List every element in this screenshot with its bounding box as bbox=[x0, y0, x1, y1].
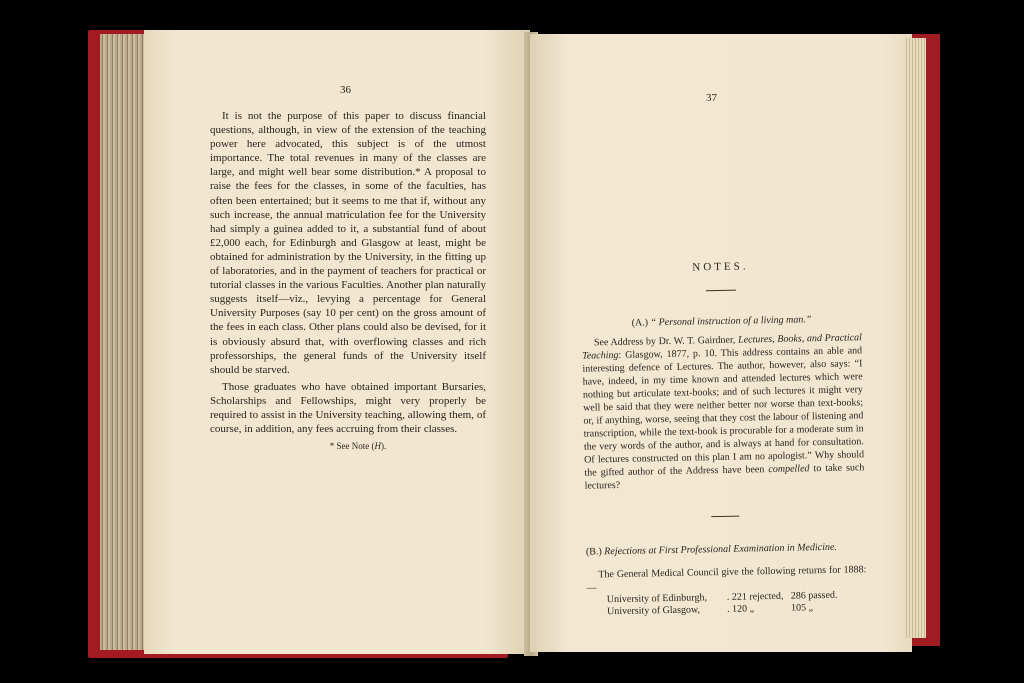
returns-table bbox=[607, 589, 867, 618]
passed-cell: 105 „ bbox=[790, 602, 814, 614]
note-text: See Address by Dr. W. T. Gairdner, bbox=[593, 334, 739, 349]
left-page-body bbox=[210, 109, 486, 436]
footnote-ref: H bbox=[374, 441, 381, 451]
footnote bbox=[210, 441, 486, 451]
page-number: 36 bbox=[340, 84, 351, 96]
open-book bbox=[88, 24, 940, 664]
paragraph: Those graduates who have obtained important Bursaries, Scholarships and Fellowships, might very properly be required to assist in the University teaching, allowing them, of course, in addition, any fees accruing from their classes. bbox=[210, 380, 486, 436]
page-edges-left bbox=[100, 34, 150, 650]
page-edges-right bbox=[904, 38, 926, 638]
book-title: Lectures, Books, and Practical Teaching bbox=[582, 332, 862, 362]
page-number: 37 bbox=[706, 92, 717, 104]
divider-rule bbox=[706, 290, 736, 292]
left-page bbox=[144, 30, 530, 654]
passed-cell: 286 passed. bbox=[790, 589, 838, 602]
note-title: “ Personal instruction of a living man.” bbox=[650, 314, 812, 329]
note-b-body: The General Medical Council give the following returns for 1888:— bbox=[586, 564, 867, 594]
divider-rule bbox=[711, 516, 739, 518]
rejected-cell: . 221 rejected, bbox=[726, 590, 784, 603]
note-a-body bbox=[582, 331, 865, 492]
note-b-heading bbox=[586, 541, 866, 557]
note-title: Rejections at First Professional Examination in Medicine. bbox=[604, 541, 837, 558]
paragraph: It is not the purpose of this paper to discuss financial questions, although, in view of the extension of the teaching power here advocated, this subject is of the utmost importance. The total revenues in many of the classes are large, and might well bear some distribution.* A proposal to raise the fees for the classes, in some of the faculties, has often been entertained; but it seems to me that if, without any such increase, the annual matriculation fee for the University had simply a guinea added to it, a substantial fund of about £2,000 each, for Edinburgh and Glasgow at least, might be obtained for administration by the University, in the fitting up of laboratories, and in the payment of teachers for practical or tutorial classes in the various Faculties. Another plan naturally suggests itself—viz., levying a percentage for General University Purposes (say 10 per cent) on the gross amount of the fees in each class. Other plans could also be devised, for it is obviously absurd that, with overflowing classes and rich professorships, the general funds of the University itself should be starved. bbox=[210, 110, 486, 376]
notes-heading: NOTES. bbox=[692, 260, 749, 274]
footnote-prefix: * See Note ( bbox=[329, 441, 375, 451]
note-label: (A.) bbox=[631, 317, 649, 329]
note-text: to take such lectures? bbox=[584, 462, 865, 492]
note-label: (B.) bbox=[585, 546, 602, 558]
rejected-cell: . 120 „ bbox=[726, 603, 755, 615]
right-page bbox=[530, 34, 912, 652]
emphasis: compelled bbox=[768, 463, 810, 476]
university-cell: University of Glasgow, bbox=[606, 604, 701, 618]
footnote-suffix: ). bbox=[381, 441, 387, 451]
university-cell: University of Edinburgh, bbox=[606, 592, 708, 606]
note-a-heading bbox=[581, 313, 861, 329]
note-text: : Glasgow, 1877, p. 10. This address contains an able and interesting defence of Lectures. The author, however, also says: “I have, indeed, in my time known and attended lectures which were nothing but articulate text-books; and of such lectures it might very well be said that they were neither better nor worse than text-books; or, if anything, worse, seeing that they cost the labour of listening and transcription, while the text-book is procurable for a moderate sum in the very words of the author, and is always at hand for consultation. Of lectures constructed on this plan I am no apologist.” Why should the gifted author of the Address have been bbox=[582, 345, 865, 479]
